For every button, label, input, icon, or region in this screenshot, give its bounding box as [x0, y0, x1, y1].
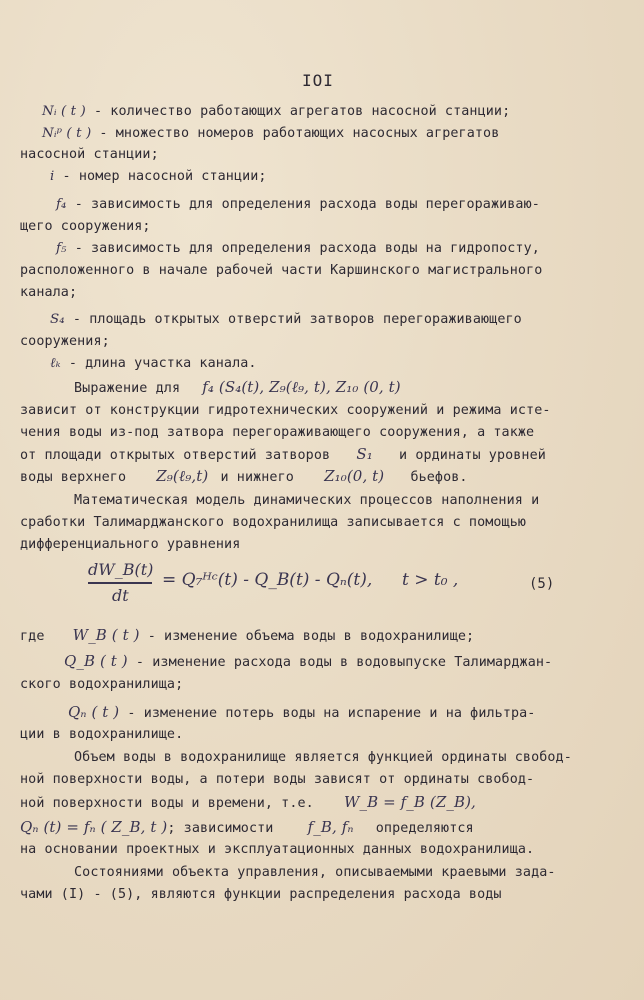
text-line: Состояниями объекта управления, описываемыми краевыми зада- [74, 865, 556, 880]
text-fragment: ной поверхности воды и времени, т.е. [20, 796, 314, 811]
equation-number: (5) [529, 576, 555, 592]
text-fragment: Выражение для [74, 381, 181, 396]
text-fragment: - зависимость для определения расхода воды на гидропосту, [66, 241, 540, 256]
text-fragment: - множество номеров работающих насосных агрегатов [91, 126, 500, 141]
text-line [20, 468, 468, 486]
text-line [20, 819, 474, 837]
symbol: ℓₖ [50, 356, 61, 371]
definition-line [56, 240, 540, 257]
equation-rhs: = Q₇ᴴᶜ(t) - Q_B(t) - Qₙ(t), [162, 570, 373, 590]
text-fragment: - длина участка канала. [60, 356, 257, 371]
definition-line [56, 196, 540, 213]
equation-condition: t > t₀ , [402, 570, 459, 590]
text-fragment: - количество работающих агрегатов насосной станции; [85, 104, 511, 119]
text-fragment: - номер насосной станции; [54, 169, 267, 184]
formula: W_B = f_B (Z_B), [344, 793, 476, 811]
formula: Qₙ (t) = fₙ ( Z_B, t ) [20, 818, 168, 836]
text-fragment: где [20, 629, 45, 644]
symbol: f₄ [56, 197, 67, 212]
text-line: ского водохранилища; [20, 677, 184, 692]
page-number: IOI [302, 71, 334, 90]
formula: S₁ [356, 445, 373, 463]
text-fragment: от площади открытых отверстий затворов [20, 448, 331, 463]
formula: f_B, fₙ [307, 818, 354, 836]
formula: Z₉(ℓ₉,t) [156, 467, 209, 485]
text-line: сработки Талимарджанского водохранилища записывается с помощью [20, 515, 527, 530]
text-fragment: - изменение объема воды в водохранилище; [147, 629, 475, 644]
text-line: на основании проектных и эксплуатационных данных водохранилища. [20, 842, 535, 857]
equation-numerator: dW_B(t) [88, 560, 154, 579]
text-fragment: - площадь открытых отверстий затворов перегораживающего [64, 312, 522, 327]
text-line: канала; [20, 285, 78, 300]
formula: Z₁₀(0, t) [324, 467, 385, 485]
symbol: S₄ [50, 312, 65, 327]
text-line: чами (I) - (5), являются функции распределения расхода воды [20, 887, 502, 902]
text-line: щего сооружения; [20, 219, 151, 234]
definition-line [50, 311, 522, 328]
text-fragment: определяются [375, 821, 474, 836]
text-fragment: ; зависимости [167, 821, 274, 836]
text-line: сооружения; [20, 334, 110, 349]
symbol: f₅ [56, 241, 67, 256]
text-line: зависит от конструкции гидротехнических сооружений и режима исте- [20, 403, 551, 418]
text-line: насосной станции; [20, 147, 159, 162]
text-fragment: - изменение расхода воды в водовыпуске Талимарджан- [127, 655, 553, 670]
definition-line [42, 103, 510, 120]
text-fragment: - изменение потерь воды на испарение и на фильтра- [119, 706, 536, 721]
definition-line [68, 704, 535, 722]
text-fragment: и ординаты уровней [399, 448, 546, 463]
text-line [20, 446, 546, 464]
text-line: расположенного в начале рабочей части Каршинского магистрального [20, 263, 543, 278]
text-fragment: бьефов. [410, 470, 468, 485]
equation-denominator: dt [112, 586, 129, 605]
text-line [20, 794, 476, 812]
text-line: дифференциального уравнения [20, 537, 241, 552]
text-line: чения воды из-под затвора перегораживающего сооружения, а также [20, 425, 535, 440]
symbol: Qₙ ( t ) [68, 703, 120, 721]
fraction-bar [88, 582, 152, 584]
text-fragment: и нижнего [220, 470, 294, 485]
formula: f₄ (S₄(t), Z₉(ℓ₉, t), Z₁₀ (0, t) [202, 378, 401, 396]
definition-line [42, 125, 499, 142]
symbol: W_B ( t ) [72, 626, 140, 644]
text-line [20, 627, 474, 645]
text-line [74, 379, 401, 397]
text-line: ции в водохранилище. [20, 727, 184, 742]
symbol: Q_B ( t ) [64, 652, 128, 670]
definition-line [50, 168, 267, 185]
text-line: Объем воды в водохранилище является функцией ординаты свобод- [74, 750, 572, 765]
text-fragment: воды верхнего [20, 470, 127, 485]
symbol: Nᵢᵖ ( t ) [42, 126, 92, 141]
symbol: Nᵢ ( t ) [42, 104, 86, 119]
text-line: ной поверхности воды, а потери воды зависят от ординаты свобод- [20, 772, 535, 787]
text-fragment: - зависимость для определения расхода воды перегораживаю- [66, 197, 540, 212]
definition-line [64, 653, 552, 671]
definition-line [50, 355, 257, 372]
text-line: Математическая модель динамических процессов наполнения и [74, 493, 540, 508]
symbol: i [50, 169, 55, 184]
